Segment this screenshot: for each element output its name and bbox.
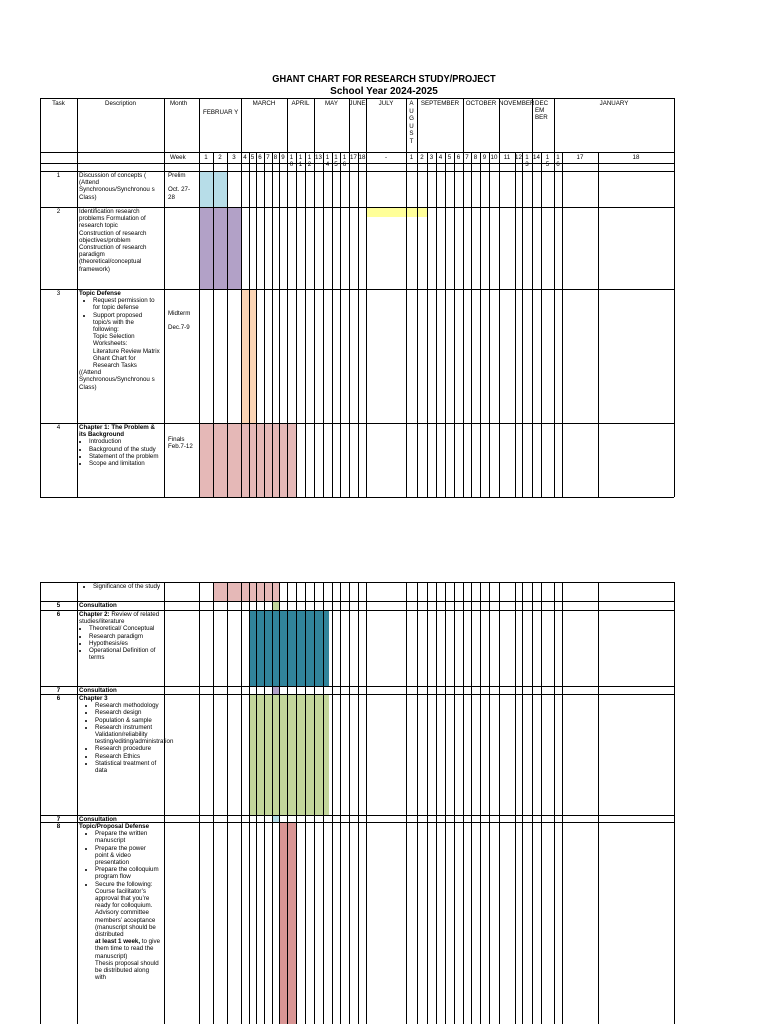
bar-consultation-1 (272, 601, 279, 610)
header-task: Task (52, 100, 65, 107)
row-border (40, 289, 674, 290)
week-number: - (384, 154, 388, 161)
month-border (406, 98, 407, 497)
week-border (445, 152, 446, 497)
bar-chapter3 (249, 694, 329, 815)
week-border (445, 582, 446, 1024)
week-number: 1 2 (307, 154, 312, 168)
week-number: 8 (273, 154, 278, 161)
month-name: APRIL (291, 100, 310, 107)
week-border (515, 582, 516, 1024)
row-border (40, 601, 674, 602)
month-border (366, 98, 367, 497)
week-border (279, 582, 280, 1024)
month-border (674, 98, 675, 497)
month-name: MAY (325, 100, 338, 107)
bar-consultation-2 (272, 686, 279, 694)
week-number: 2 (218, 154, 222, 161)
week-number: 5 (250, 154, 255, 161)
week-number: 13 (315, 154, 322, 161)
bullet-item: • Prepare the power point & video presentation (95, 845, 161, 867)
task-description (79, 290, 161, 391)
week-number: 3 (232, 154, 236, 161)
month-name: OCTOBER (465, 100, 497, 107)
header-description: Description (105, 100, 136, 107)
week-number: 4 (438, 154, 443, 161)
month-name: SEPTEMBER (420, 100, 460, 107)
week-border (249, 152, 250, 497)
document-title: GHANT CHART FOR RESEARCH STUDY/PROJECT (272, 74, 496, 85)
bullet-item: • Prepare the written manuscript (95, 830, 161, 844)
week-number: 1 4 (325, 154, 330, 168)
bullet-item: • Prepare the colloquium program flow (95, 866, 161, 880)
task-description: Discussion of concepts ( (Attend Synchronous/Synchronou s Class) (79, 172, 155, 201)
week-border (406, 582, 407, 1024)
row-border (40, 582, 674, 583)
bar-task2 (199, 207, 241, 289)
week-border (562, 152, 563, 497)
week-border (427, 152, 428, 497)
week-border (598, 582, 599, 1024)
task-title: Chapter 2: (79, 611, 110, 618)
task-description (79, 695, 174, 775)
bullet-item: • Request permission to for topic defense (93, 297, 161, 311)
row-border (40, 171, 674, 172)
task-title: Topic Defense (79, 290, 121, 297)
bullet-item: • Support proposed topic/s with the following: (93, 312, 161, 334)
week-number: 6 (258, 154, 262, 161)
week-border (554, 152, 555, 497)
month-feb: FEBRUAR Y (203, 109, 239, 116)
header-month: Month (170, 100, 188, 107)
week-border (406, 152, 407, 497)
week-border (554, 582, 555, 1024)
bullet-item: • Research procedure (95, 745, 161, 752)
task-number: 6 (56, 695, 61, 702)
desc-line: Thesis proposal should be distributed along with (95, 959, 159, 982)
task-description (79, 424, 161, 467)
week-border (532, 152, 533, 497)
month-name: MARCH (252, 100, 276, 107)
bullet-item: • Operational Definition of terms (89, 647, 161, 661)
week-number: 18 (632, 154, 640, 161)
bullet-item: • Research Ethics (95, 753, 161, 760)
week-border (332, 582, 333, 1024)
task-title: Consultation (79, 687, 117, 694)
week-number: 10 (490, 154, 498, 161)
week-border (213, 152, 214, 497)
week-border (213, 582, 214, 1024)
desc-line: Topic Selection Worksheets: (93, 333, 135, 348)
month-border (314, 98, 315, 497)
task-description (79, 583, 161, 590)
desc-line: ((Attend Synchronous/Synchronou s Class) (79, 369, 155, 391)
week-border (358, 582, 359, 1024)
week-border (522, 582, 523, 1024)
week-border (674, 582, 675, 1024)
task-number: 8 (56, 823, 61, 830)
week-border (249, 582, 250, 1024)
week-border (598, 152, 599, 497)
week-border (349, 582, 350, 1024)
week-border (199, 582, 200, 1024)
bar-consultation-3 (272, 815, 279, 822)
week-border (358, 152, 359, 497)
task-title-rest: Review of related studies/literature (79, 611, 160, 626)
week-border (499, 582, 500, 1024)
column-border (77, 98, 78, 497)
bar-task1 (199, 171, 227, 207)
week-border (264, 582, 265, 1024)
week-number: 7 (266, 154, 270, 161)
week-border (305, 582, 306, 1024)
week-number: 3 (429, 154, 434, 161)
task-number: 7 (56, 687, 61, 694)
row-border (40, 207, 674, 208)
week-border (541, 582, 542, 1024)
task-title: Consultation (79, 602, 117, 609)
week-border (454, 152, 455, 497)
month-name: JULY (378, 100, 394, 107)
bar-proposal-defense (279, 822, 296, 1024)
desc-line: to give them time to read the manuscript) (95, 938, 161, 960)
task-number: 1 (56, 172, 61, 179)
week-border (366, 582, 367, 1024)
table-top-border (40, 98, 674, 99)
desc-line: Course facilitator’s approval that you’re ready for colloquium. (95, 887, 153, 910)
week-border (522, 152, 523, 497)
bar-task2-july (366, 207, 427, 217)
week-border (241, 152, 242, 497)
month-border (532, 98, 533, 497)
week-border (287, 582, 288, 1024)
week-number: 1 (409, 154, 414, 161)
week-border (674, 152, 675, 497)
bullet-item: • Population & sample (95, 717, 161, 724)
week-number: 9 (281, 154, 285, 161)
bullet-item: • Secure the following: (95, 881, 161, 888)
week-border (256, 582, 257, 1024)
week-border (199, 152, 200, 497)
week-border (227, 582, 228, 1024)
week-number: 11 (503, 154, 511, 161)
desc-line: Identification research problems Formulation of research topic (79, 208, 146, 230)
week-number: 9 (482, 154, 487, 161)
week-border (314, 582, 315, 1024)
week-border (436, 152, 437, 497)
column-border (199, 98, 200, 497)
column-border (77, 582, 78, 1024)
task-number: 4 (56, 424, 61, 431)
task-title: Consultation (79, 816, 117, 823)
week-border (349, 152, 350, 497)
desc-line: Literature Review Matrix (93, 347, 160, 355)
month-aug: A U G U S T (409, 100, 414, 145)
task-number: 7 (56, 816, 61, 823)
week-number: 17 (576, 154, 584, 161)
task-title: Chapter 1: The Problem & its Background (79, 424, 155, 439)
row-border (40, 610, 674, 611)
column-border (164, 98, 165, 497)
month-name: JANUARY (599, 100, 629, 107)
week-border (340, 582, 341, 1024)
week-border (340, 152, 341, 497)
task-title: Chapter 3 (79, 695, 108, 702)
bar-task4 (199, 423, 296, 497)
month-name: NOVEMBER (499, 100, 535, 107)
week-number: 18 (358, 154, 366, 161)
week-number: 7 (465, 154, 469, 161)
column-border (199, 582, 200, 1024)
column-border (674, 582, 675, 1024)
bullet-item: • Theoretical/ Conceptual (89, 625, 161, 632)
week-border (279, 152, 280, 497)
month-border (417, 98, 418, 497)
week-number: 2 (420, 154, 424, 161)
week-number: 14 (533, 154, 540, 161)
week-border (480, 152, 481, 497)
row-border (40, 815, 674, 816)
week-row-bottom (40, 163, 674, 164)
bullet-item: • Research design (95, 709, 161, 716)
week-border (256, 152, 257, 497)
week-border (436, 582, 437, 1024)
week-border (489, 582, 490, 1024)
week-border (471, 152, 472, 497)
week-border (427, 582, 428, 1024)
week-number: 6 (456, 154, 461, 161)
bar-task3 (241, 289, 256, 423)
task-description (79, 823, 161, 981)
row-border (40, 694, 674, 695)
month-border (554, 98, 555, 497)
week-border (366, 152, 367, 497)
task-number: 5 (56, 602, 61, 609)
week-border (463, 152, 464, 497)
task-number: 3 (56, 290, 61, 297)
week-border (272, 582, 273, 1024)
week-number: 8 (473, 154, 478, 161)
week-number: 1 5 (334, 154, 338, 168)
week-number: 4 (243, 154, 247, 161)
week-border (499, 152, 500, 497)
task-description (79, 611, 161, 661)
bullet-item: • Research paradigm (89, 633, 161, 640)
column-border (40, 582, 41, 1024)
week-border (305, 152, 306, 497)
week-border (264, 152, 265, 497)
week-number: 1 6 (556, 154, 560, 168)
week-number: 1 (204, 154, 208, 161)
bullet-item: • Statement of the problem (89, 453, 161, 460)
month-border (463, 98, 464, 497)
task-month: Prelim Oct. 27- 28 (168, 172, 191, 201)
column-border (164, 582, 165, 1024)
month-border (287, 98, 288, 497)
week-border (541, 152, 542, 497)
week-border (417, 582, 418, 1024)
desc-line: Construction of research objectives/problem (79, 229, 147, 244)
bullet-item: • Background of the study (89, 446, 161, 453)
bullet-item: • Research methodology (95, 702, 161, 709)
week-border (314, 152, 315, 497)
column-border (40, 98, 41, 497)
bullet-item: • Scope and limitation (89, 460, 161, 467)
week-border (489, 152, 490, 497)
desc-line: Ghant Chart for Research Tasks (93, 354, 137, 370)
desc-line: Construction of research paradigm (theoretical/conceptual framework) (79, 244, 147, 273)
month-dec: DEC EM BER (535, 100, 549, 122)
week-border (287, 152, 288, 497)
bullet-item: • Introduction (89, 438, 161, 445)
emphasis-text: at least 1 week, (95, 938, 141, 946)
week-border (532, 582, 533, 1024)
desc-line: Advisory committee members’ acceptance (manuscript should be distributed (95, 909, 156, 939)
week-border (332, 152, 333, 497)
month-name: JUNE (349, 100, 366, 107)
task-title: Topic/Proposal Defense (79, 823, 150, 830)
week-border (227, 152, 228, 497)
row-border (40, 686, 674, 687)
week-border (454, 582, 455, 1024)
task-description (79, 208, 161, 273)
week-border (323, 152, 324, 497)
week-number: 1 1 (298, 154, 303, 168)
bullet-item: • Statistical treatment of data (95, 760, 161, 774)
week-border (463, 582, 464, 1024)
table-bottom-border (40, 497, 674, 498)
week-border (272, 152, 273, 497)
week-number: 17 (350, 154, 357, 161)
bullet-item: • Significance of the study (93, 583, 161, 590)
week-number: 1 3 (525, 154, 529, 168)
week-border (515, 152, 516, 497)
document-subtitle: School Year 2024-2025 (330, 86, 438, 97)
week-number: 1 6 (342, 154, 347, 168)
week-border (323, 582, 324, 1024)
week-border (417, 152, 418, 497)
bar-chapter2 (249, 610, 329, 686)
row-border (40, 822, 674, 823)
month-border (349, 98, 350, 497)
week-number: 1 5 (545, 154, 550, 168)
week-border (562, 582, 563, 1024)
task-number: 2 (56, 208, 61, 215)
bullet-item: • Hypothesis/es (89, 640, 161, 647)
task-month: Finals Feb.7-12 (168, 436, 193, 451)
week-border (296, 152, 297, 497)
month-border (499, 98, 500, 497)
week-border (471, 582, 472, 1024)
week-number: 5 (447, 154, 452, 161)
row-border (40, 423, 674, 424)
week-row-top (40, 152, 674, 153)
bullet-item: • Research instrument Validation/reliability testing/editing/administration (95, 724, 161, 746)
week-border (241, 582, 242, 1024)
header-week: Week (170, 154, 186, 161)
task-number: 6 (56, 611, 61, 618)
task-month: Midterm Dec.7-9 (168, 310, 191, 332)
week-number: 12 (515, 154, 522, 161)
week-border (480, 582, 481, 1024)
column-border (674, 98, 675, 497)
week-number: 1 0 (289, 154, 294, 168)
week-border (296, 582, 297, 1024)
bar-significance (213, 582, 279, 601)
month-border (241, 98, 242, 497)
